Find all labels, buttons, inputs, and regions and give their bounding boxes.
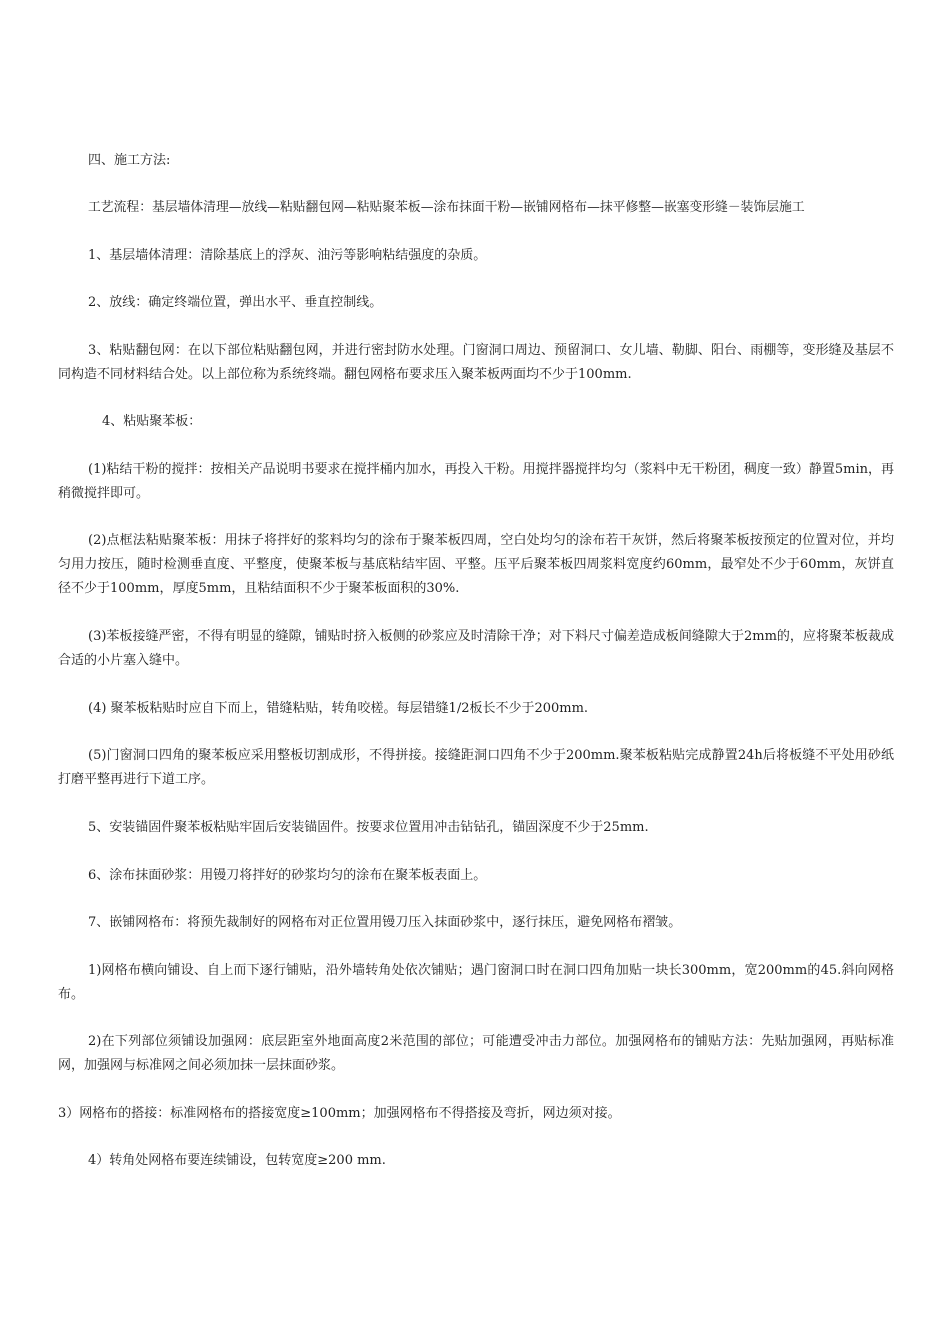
step-7-item-2: 2)在下列部位须铺设加强网：底层距室外地面高度2米范围的部位；可能遭受冲击力部位。加强网格布的铺贴方法：先贴加强网，再贴标准网，加强网与标准网之间必须加抹一层抹面砂浆。: [58, 1034, 894, 1073]
section-heading: 四、施工方法:: [88, 153, 171, 168]
step-4-heading: 4、粘贴聚苯板：: [102, 414, 202, 429]
step-3-paragraph: 3、粘贴翻包网：在以下部位粘贴翻包网，并进行密封防水处理。门窗洞口周边、预留洞口、女儿墙、勒脚、阳台、雨棚等，变形缝及基层不同构造不同材料结合处。以上部位称为系统终端。翻包网格布要求压入聚苯板两面均不少于100mm.: [58, 343, 894, 382]
step-7-item-1: 1)网格布横向铺设、自上而下逐行铺贴，沿外墙转角处依次铺贴；遇门窗洞口时在洞口四角加贴一块长300mm，宽200mm的45.斜向网格布。: [58, 963, 894, 1002]
step-7-item-3: 3）网格布的搭接：标准网格布的搭接宽度≥100mm；加强网格布不得搭接及弯折，网边须对接。: [58, 1106, 621, 1121]
step-1-paragraph: 1、基层墙体清理：清除基底上的浮灰、油污等影响粘结强度的杂质。: [88, 248, 487, 263]
step-6-paragraph: 6、涂布抹面砂浆：用镘刀将拌好的砂浆均匀的涂布在聚苯板表面上。: [88, 868, 487, 883]
step-7-paragraph: 7、嵌铺网格布：将预先裁制好的网格布对正位置用镘刀压入抹面砂浆中，逐行抹压，避免网格布褶皱。: [88, 915, 682, 930]
step-7-item-4: 4）转角处网格布要连续铺设，包转宽度≥200 mm.: [88, 1153, 386, 1168]
step-2-paragraph: 2、放线：确定终端位置，弹出水平、垂直控制线。: [88, 295, 383, 310]
process-flow-paragraph: 工艺流程：基层墙体清理—放线—粘贴翻包网—粘贴聚苯板—涂布抹面干粉—嵌铺网格布—抹平修整—嵌塞变形缝－装饰层施工: [88, 200, 805, 215]
step-4-item-3: (3)苯板接缝严密，不得有明显的缝隙，铺贴时挤入板侧的砂浆应及时清除干净；对下料尺寸偏差造成板间缝隙大于2mm的，应将聚苯板裁成合适的小片塞入缝中。: [58, 629, 894, 668]
step-4-item-1: (1)粘结干粉的搅拌：按相关产品说明书要求在搅拌桶内加水，再投入干粉。用搅拌器搅拌均匀（浆料中无干粉团，稠度一致）静置5min，再稍微搅拌即可。: [58, 462, 894, 501]
step-4-item-2: (2)点框法粘贴聚苯板：用抹子将拌好的浆料均匀的涂布于聚苯板四周，空白处均匀的涂布若干灰饼，然后将聚苯板按预定的位置对位，并均匀用力按压，随时检测垂直度、平整度，使聚苯板与基底粘结牢固、平整。压平后聚苯板四周浆料宽度约60mm，最窄处不少于60mm，灰饼直径不少于100mm，厚度5mm，且粘结面积不少于聚苯板面积的30%.: [58, 533, 894, 596]
step-4-item-4: (4) 聚苯板粘贴时应自下而上，错缝粘贴，转角咬槎。每层错缝1/2板长不少于200mm.: [88, 701, 589, 716]
step-5-paragraph: 5、安装锚固件聚苯板粘贴牢固后安装锚固件。按要求位置用冲击钻钻孔，锚固深度不少于25mm.: [88, 820, 649, 835]
step-4-item-5: (5)门窗洞口四角的聚苯板应采用整板切割成形，不得拼接。接缝距洞口四角不少于200mm.聚苯板粘贴完成静置24h后将板缝不平处用砂纸打磨平整再进行下道工序。: [58, 748, 894, 787]
